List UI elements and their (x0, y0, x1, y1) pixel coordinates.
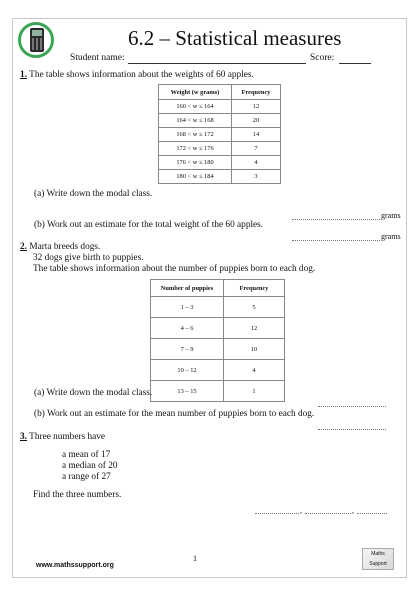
question-3-answer-2[interactable] (305, 513, 351, 514)
question-2-line-1: Marta breeds dogs. (29, 242, 101, 252)
question-2a-text: (a) Write down the modal class. (34, 388, 153, 398)
question-1b-text: (b) Work out an estimate for the total weight of the 60 apples. (34, 220, 264, 230)
question-1-text: The table shows information about the weights of 60 apples. (29, 70, 254, 80)
table-row: 10 – 12 4 (151, 360, 285, 381)
table-row: 164 < w ≤ 168 20 (159, 114, 281, 128)
table-row: 168 < w ≤ 172 14 (159, 128, 281, 142)
question-2a-answer-line[interactable] (318, 406, 386, 407)
score-label: Score: (310, 53, 335, 63)
table-row: 1 – 3 5 (151, 297, 285, 318)
page-title: 6.2 – Statistical measures (128, 26, 342, 50)
question-1b-unit: grams (381, 232, 401, 241)
maths-support-logo: Maths Support (362, 548, 394, 570)
table-header-frequency: Frequency (232, 85, 281, 100)
question-3 (20, 432, 105, 443)
question-1a-text: (a) Write down the modal class. (34, 189, 153, 199)
puppies-frequency-table (150, 279, 285, 402)
question-3-text: Three numbers have (29, 432, 106, 442)
calculator-icon (30, 28, 44, 52)
table-header-weight: Weight (w grams) (159, 85, 232, 100)
apples-frequency-table (158, 84, 281, 184)
question-3-task: Find the three numbers. (33, 490, 122, 500)
question-1a-answer-line[interactable] (292, 219, 380, 220)
question-2-line-2: 32 dogs give birth to puppies. (33, 253, 144, 263)
score-field[interactable] (339, 63, 371, 64)
answer-separator: , (300, 506, 302, 515)
question-3-fact-1: a mean of 17 (62, 450, 111, 460)
student-name-field[interactable] (128, 63, 306, 64)
page-number: 1 (193, 554, 197, 563)
table-row: 160 < w ≤ 164 12 (159, 100, 281, 114)
question-1-number: 1. (20, 70, 27, 80)
question-1b-answer-line[interactable] (292, 240, 380, 241)
question-3-fact-3: a range of 27 (62, 472, 111, 482)
question-1 (20, 70, 254, 81)
question-2b-text: (b) Work out an estimate for the mean number of puppies born to each dog. (34, 409, 315, 419)
table-row: 176 < w ≤ 180 4 (159, 156, 281, 170)
table-row: 7 – 9 10 (151, 339, 285, 360)
table-row: 13 – 15 1 (151, 381, 285, 402)
table-header-puppies: Number of puppies (151, 280, 224, 297)
question-3-answer-1[interactable] (255, 513, 299, 514)
website-link[interactable]: www.mathssupport.org (36, 562, 114, 569)
table-row: 180 < w ≤ 184 3 (159, 170, 281, 184)
question-1a-unit: grams (381, 211, 401, 220)
question-3-answer-3[interactable] (357, 513, 387, 514)
question-2b-answer-line[interactable] (318, 429, 386, 430)
question-3-fact-2: a median of 20 (62, 461, 118, 471)
table-header-frequency: Frequency (224, 280, 285, 297)
question-2 (20, 242, 100, 253)
question-2-line-3: The table shows information about the number of puppies born to each dog. (33, 264, 316, 274)
student-name-label: Student name: (70, 53, 125, 63)
table-row: 4 – 6 12 (151, 318, 285, 339)
answer-separator: , (352, 506, 354, 515)
question-2-number: 2. (20, 242, 27, 252)
table-row: 172 < w ≤ 176 7 (159, 142, 281, 156)
question-3-number: 3. (20, 432, 27, 442)
